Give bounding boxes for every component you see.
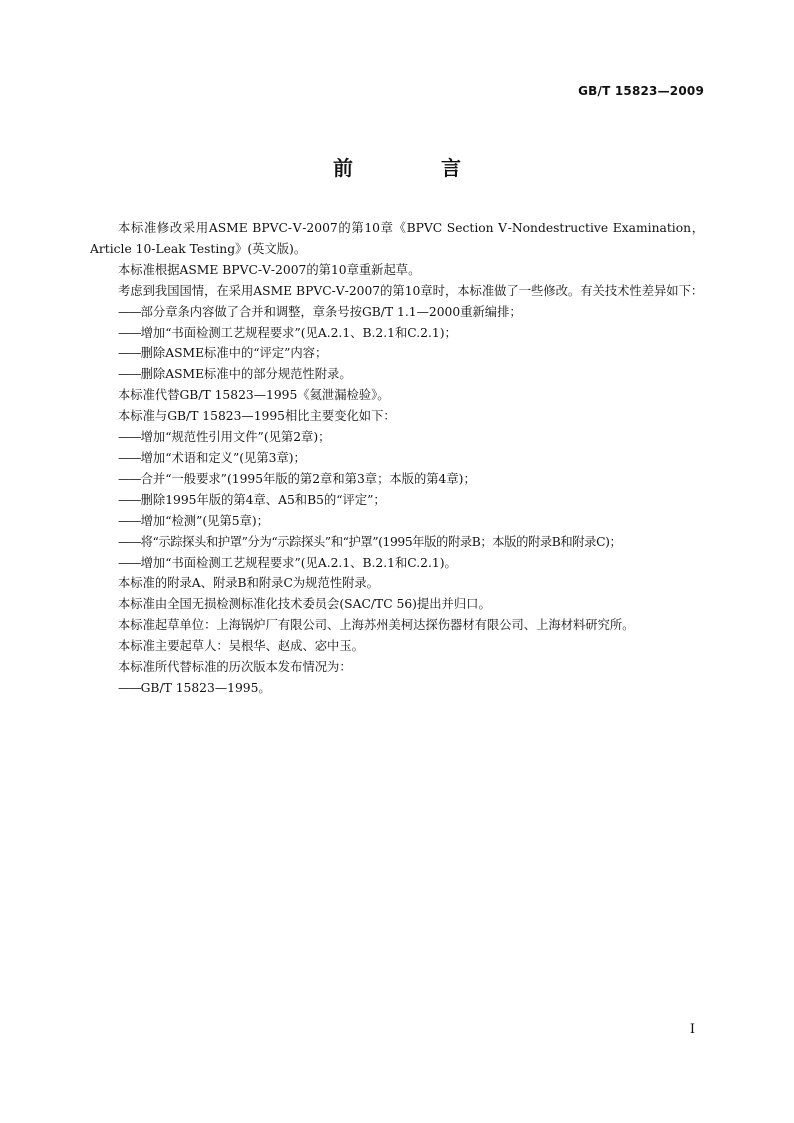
dash-mark: —— [118, 680, 141, 695]
dash-mark: —— [118, 367, 141, 382]
dash-mark: —— [118, 450, 141, 465]
list-item: ——增加“书面检测工艺规程要求”(见A.2.1、B.2.1和C.2.1)。 [118, 555, 457, 570]
dash-mark: —— [118, 430, 141, 445]
dash-mark: —— [118, 304, 141, 319]
list-item: ——部分章条内容做了合并和调整，章条号按GB/T 1.1—2000重新编排； [118, 304, 522, 319]
paragraph: 考虑到我国国情，在采用ASME BPVC-Ⅴ-2007的第10章时，本标准做了一些修改。有关技术性差异如下： [118, 283, 704, 298]
paragraph: 本标准修改采用ASME BPVC-Ⅴ-2007的第10章《BPVC Section Ⅴ-Nondestructive Examination，Article 10-Leak Testing》(英文版)。 [90, 221, 704, 256]
dash-mark: —— [118, 325, 141, 340]
paragraph: 本标准起草单位：上海锅炉厂有限公司、上海苏州美柯达探伤器材有限公司、上海材料研究所。 [118, 618, 635, 633]
list-item: ——合并“一般要求”(1995年版的第2章和第3章；本版的第4章)； [118, 471, 476, 486]
list-item: ——删除ASME标准中的部分规范性附录。 [118, 367, 352, 382]
paragraph: 本标准所代替标准的历次版本发布情况为： [118, 660, 352, 675]
page-title: 前 言 [333, 156, 495, 180]
list-item: ——增加“术语和定义”(见第3章)； [118, 450, 306, 465]
list-item: ——增加“检测”(见第5章)； [118, 513, 269, 528]
list-item: ——删除1995年版的第4章、A5和B5的“评定”； [118, 492, 386, 507]
paragraph: 本标准主要起草人：吴根华、赵成、宓中玉。 [118, 639, 364, 654]
page-number: Ⅰ [689, 1022, 695, 1037]
paragraph: 本标准与GB/T 15823—1995相比主要变化如下： [118, 409, 396, 424]
dash-mark: —— [118, 534, 141, 549]
paragraph: 本标准根据ASME BPVC-Ⅴ-2007的第10章重新起草。 [118, 262, 421, 277]
dash-mark: —— [118, 471, 141, 486]
list-item: ——删除ASME标准中的“评定”内容； [118, 346, 328, 361]
paragraph: 本标准的附录A、附录B和附录C为规范性附录。 [118, 576, 379, 591]
dash-mark: —— [118, 555, 141, 570]
foreword-body [90, 218, 704, 699]
list-item: ——增加“书面检测工艺规程要求”(见A.2.1、B.2.1和C.2.1)； [118, 325, 457, 340]
list-item: ——GB/T 15823—1995。 [118, 680, 271, 695]
dash-mark: —— [118, 513, 141, 528]
list-item: ——将“示踪探头和护罩”分为“示踪探头”和“护罩”(1995年版的附录B；本版的附录B和附录C)； [118, 534, 622, 549]
standard-number: GB/T 15823—2009 [578, 84, 704, 98]
paragraph: 本标准代替GB/T 15823—1995《氦泄漏检验》。 [118, 388, 390, 403]
paragraph: 本标准由全国无损检测标准化技术委员会(SAC/TC 56)提出并归口。 [118, 597, 491, 612]
list-item: ——增加“规范性引用文件”(见第2章)； [118, 430, 331, 445]
dash-mark: —— [118, 346, 141, 361]
dash-mark: —— [118, 492, 141, 507]
